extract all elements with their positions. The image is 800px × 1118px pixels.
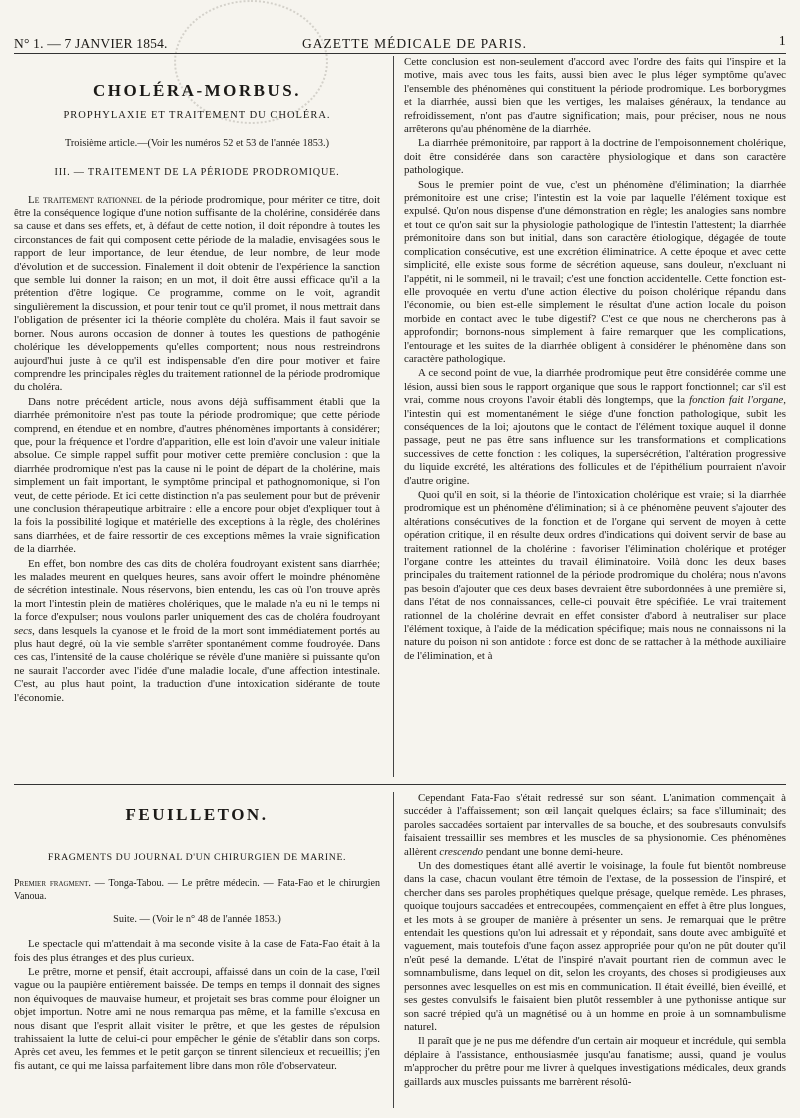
article-paragraph	[14, 558, 380, 705]
paragraph-text: En effet, bon nombre des cas dits de choléra foudroyant existent sans diarrhée; les malades meurent en quelques heures, sans avoir offert le moindre phénomène de sécrétion intestinale. Nous réservons, bien entendu, les cas où l'on trouve après la mort l'intestin plein de matières cholériques, que le malade n'a eu ni le temps ni la force d'expulser; nous voulons parler uniquement des cas de choléra foudroyant	[14, 557, 380, 624]
emphasis: fonction fait l'organe	[689, 394, 784, 407]
fragment-label-first: Premier fragment.	[14, 877, 91, 889]
feuilleton-paragraph: Il paraît que je ne pus me défendre d'un certain air moqueur et incrédule, qui sembla déplaire à l'assistance, enthousiasmée jusqu'au fanatisme; aussi, quand je voulus m'approcher du prêtre pour me livrer à quelques investigations médicales, deux grands gaillards aux muscles puissants me barrèrent résolû-	[404, 1035, 786, 1088]
fragment-label	[14, 877, 380, 903]
article-subtitle: PROPHYLAXIE ET TRAITEMENT DU CHOLÉRA.	[63, 110, 331, 122]
issue-date: N° 1. — 7 JANVIER 1854.	[14, 36, 168, 51]
emphasis: secs	[14, 624, 33, 637]
article-note: Troisième article.—(Voir les numéros 52 et 53 de l'année 1853.)	[64, 137, 330, 149]
section-heading: III. — TRAITEMENT DE LA PÉRIODE PRODROMIQUE.	[54, 167, 340, 179]
paragraph-text: , l'intestin qui est momentanément le siége d'une fonction pathologique, subit les conséquences de la loi; ajoutons que le contact de l'élément toxique auquel il donne passage, peut ne pas être sans influence sur les transformations et complications successives de cette fonction : les coliques, la supersécrétion, l'altération progressive du liquide excrété, les altérations des follicules et de l'épithélium pourraient n'avoir d'autre origine.	[404, 394, 786, 487]
newspaper-page	[14, 0, 786, 1118]
article-column-right	[404, 56, 786, 777]
article-paragraph: Quoi qu'il en soit, si la théorie de l'intoxication cholérique est vraie; si la diarrhée prodromique est un phénomène d'élimination; si à ce phénomène peuvent s'ajouter des altérations consécutives de la fonction et de l'organe qui servent de moyen à cette opération critique, il en résulte deux ordres d'indications qui doivent servir de base au traitement rationnel de la cholérine : favoriser l'élimination cholérique et protéger l'organe contre les atteintes du travail éliminatoire. Voilà donc les deux bases principales du traitement rationnel de la période prodromique du choléra; nous n'avons pas besoin d'ajouter que ces deux bases devraient être subordonnées à une première si, dans l'état de nos connaissances, celle-ci pouvait être spécifiée. Le vrai traitement rationnel de la cholérine devrait en effet consister d'abord à neutraliser sur place l'élément toxique, à l'aide de la médication spécifique; mais nous ne connaissons ni la nature du poison ni son antidote : force est donc de se rattacher à la méthode auxiliaire de l'élimination, et à	[404, 489, 786, 662]
article-paragraph	[14, 194, 380, 395]
suite-note: Suite. — (Voir le n° 48 de l'année 1853.)	[113, 913, 281, 925]
feuilleton-paragraph: Le prêtre, morne et pensif, était accroupi, affaissé dans un coin de la case, l'œil vague ou la paupière entièrement baissée. De temps en temps il donnait des signes non équivoques de mauvaise humeur, et projetait ses bras comme pour éloigner un objet importun. Notre ami ne nous remarqua pas même, et la famille s'excusa en nous disant que l'esprit allait visiter le prêtre, et que les gestes de répulsion trahissaient la lutte de celui-ci pour empêcher le génie de s'établir dans son corps. Après cet aveu, les femmes et le petit garçon se tinrent silencieux et recueillis; j'en fis autant, ce qui me laissa parfaitement libre dans mon rôle d'observateur.	[14, 966, 380, 1072]
emphasis: crescendo	[439, 845, 484, 858]
lead-caps: Le traitement rationnel	[28, 193, 143, 206]
article-paragraph: Dans notre précédent article, nous avons déjà suffisamment établi que la diarrhée prémonitoire n'est pas toute la période prodromique; que cette période comprend, en étendue et en nombre, d'autres phénomènes importants à considérer; que, pour la fréquence et l'ordre d'apparition, elle est loin d'avoir une valeur initiale absolue. Ce simple rappel suffit pour motiver cette première conclusion : que la diarrhée prodromique n'est pas la cause ni le point de départ de la cholérine, mais simplement un fait important, le symptôme principal et pathognomonique, si l'on veut, de cette période. Et ici cette distinction n'a pas seulement pour but de prévenir une conclusion thérapeutique arbitraire : elle a encore pour objet d'expliquer tout à la fois la possibilité logique et matérielle des exceptions à la règle, des cholérines sans diarrhées, et de faire ressortir de ces exceptions mêmes la vraie signification de la diarrhée.	[14, 395, 380, 556]
fragment-label-rest: — Tonga-Tabou. — Le prêtre médecin. — Fata-Fao et le chirurgien Vanoua.	[14, 877, 380, 902]
paragraph-text: A ce second point de vue, la diarrhée prodromique peut être considérée comme une lésion, aussi bien sous le rapport organique que sous le rapport fonctionnel; car s'il est vrai, comme nous croyons l'avoir établi dès longtemps, que la	[404, 367, 786, 407]
feuilleton-paragraph: Un des domestiques étant allé avertir le voisinage, la foule fut bientôt nombreuse dans la case, chacun voulant être témoin de l'extase, de la possession de l'inspiré, et chercher dans ses paroles prophétiques quelque présage, quelque remède. Les phrases, quoique toujours saccadées et entrecoupées, commençaient en effet à être plus longues, et les mots à se grouper de manière à présenter un sens. Je remarquai que le prêtre entendait les questions qu'on lui adressait et y répondait, sans doute avec ambiguïté et vaguement, mais toutefois d'une façon assez appropriée pour qu'on ne pût douter qu'il n'eût pesé la demande. L'état de l'inspiré n'avait pourtant rien de commun avec le somnambulisme, dans lequel on dit, selon les croyants, des choses si prodigieuses aux personnes avec lesquelles on est mis en communication. Il était éveillé, bien éveillé, et ses gestes convulsifs le faisaient bien plutôt ressembler à une pythonisse antique sur son sacré trépied qu'à un magnétisé ou à un homme en proie à un somnambulisme naturel.	[404, 860, 786, 1033]
feuilleton-title: FEUILLETON.	[125, 805, 269, 824]
article-title: CHOLÉRA-MORBUS.	[93, 81, 301, 100]
article-paragraph	[404, 367, 786, 488]
article-paragraph: Cette conclusion est non-seulement d'accord avec l'ordre des faits qui l'inspire et la motive, mais avec tous les faits, aussi bien avec le plus léger symptôme qu'avec l'ensemble des phénomènes qui constituent la période prodromique. Les borborygmes et la diarrhée, aussi bien que les vertiges, les malaises généraux, la tendance au refroidissement, n'ont pas d'autre signification; mais, pour préciser, nous ne nous arrêterons qu'au phénomène de la diarrhée.	[404, 56, 786, 136]
column-rule	[393, 792, 394, 1108]
column-rule	[393, 56, 394, 777]
journal-title: GAZETTE MÉDICALE DE PARIS.	[302, 36, 527, 51]
paragraph-text: , dans lesquels la cyanose et le froid de la mort sont immédiatement portés au plus haut degré, où la vie semble s'arrêter spontanément comme foudroyée. Dans ces cas, l'intensité de la cause cholérique se révèle d'une manière si puissante qu'on ne saurait l'accorder avec l'idée d'une maladie locale, d'une affection intestinale. C'est, au plus haut point, la traduction d'une intoxication sidérante de toute l'économie.	[14, 624, 380, 704]
feuilleton-rule	[14, 784, 786, 785]
article-paragraph: Sous le premier point de vue, c'est un phénomène d'élimination; la diarrhée prémonitoire est une crise; l'intestin est la voie par laquelle l'élément toxique est expulsé. Qu'on nous dispense d'une démonstration en règle; les analogies sans nombre et tout ce qu'on sait sur la physiologie pathologique de l'intestin l'attestent; la diarrhée prémonitoire dans son but initial, dans son caractère étiologique, dégagée de toute complication consécutive, est une excrétion éliminatrice. A cette époque et avec cette simplicité, elle existe sous forme de sécrétion aqueuse, sans douleur, n'excluant ni l'appétit, ni le sommeil, ni le travail; c'est une fonction accidentelle. Cette fonction est-elle provoquée en vertu d'une action élective du poison cholérique répandu dans l'économie, ou bien est-elle simplement le résultat d'une action locale du poison morbide en contact avec le tube digestif? C'est ce que nous ne chercherons pas à approfondir; bornons-nous simplement à faire remarquer que les complications, l'entourage et les suites de la diarrhée obligent à considérer le phénomène dans son caractère pathologique.	[404, 178, 786, 365]
page-number: 1	[778, 34, 786, 49]
paragraph-text: de la période prodromique, pour mériter ce titre, doit être la conséquence logique d'une notion suffisante de la cholérine, considérée dans sa cause et dans ses effets, et, à défaut de cette notion, il doit répondre à toutes les circonstances de fait qui composent cette période de la maladie, envisagées sous le rapport de leur importance, de leur étendue, de leur nombre, de leur mode d'évolution et de succession. Finalement il doit obtenir de l'expérience la sanction que semble lui donner la raison; en un mot, il doit être aussi efficace qu'il a la prétention d'être logique. Ce programme, comme on le voit, agrandit singulièrement la discussion, et pour tenir tout ce qu'il promet, il nous mettrait dans l'obligation de présenter ici la théorie complète du choléra. Mais il faut savoir se borner. Nous aurons occasion de donner à toutes les questions de pathogénie cholérique les développements qu'elles comportent; nous nous restreindrons aujourd'hui juste à ce qu'il est indispensable d'en dire pour motiver et faire comprendre les principales règles du traitement rationnel de la période prodromique du choléra.	[14, 193, 380, 394]
paragraph-text: pendant une bonne demi-heure.	[483, 845, 624, 858]
feuilleton-column-right	[404, 792, 786, 1108]
article-paragraph: La diarrhée prémonitoire, par rapport à la doctrine de l'empoisonnement cholérique, doit être considérée dans son caractère physiologique et dans son caractère pathologique.	[404, 137, 786, 177]
header-rule	[14, 53, 786, 54]
paragraph-text: Cependant Fata-Fao s'était redressé sur son séant. L'animation commençait à succéder à l'affaissement; son œil lançait quelques éclairs; sa face s'illuminait; des paroles saccadées sortaient par intervalles de sa bouche, et des soubresauts convulsifs faisaient tressaillir ses membres et les muscles de sa physionomie. Ces phénomènes allèrent	[404, 792, 786, 858]
feuilleton-column-left	[14, 794, 380, 1106]
article-column-left	[14, 70, 380, 775]
running-head	[14, 30, 786, 52]
feuilleton-paragraph: Le spectacle qui m'attendait à ma seconde visite à la case de Fata-Fao était à la fois des plus étranges et des plus curieux.	[14, 938, 380, 964]
fragments-heading: FRAGMENTS DU JOURNAL D'UN CHIRURGIEN DE MARINE.	[47, 852, 347, 864]
feuilleton-paragraph	[404, 792, 786, 859]
